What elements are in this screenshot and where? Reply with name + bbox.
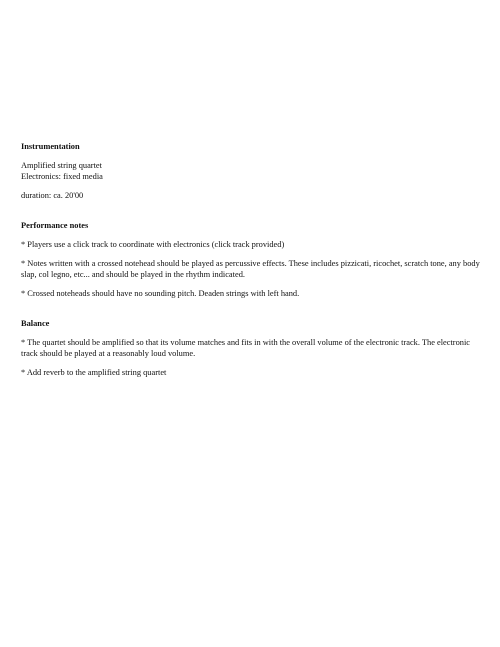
document-content — [21, 141, 487, 378]
performance-notes-heading: Performance notes — [21, 221, 89, 230]
performance-note-3: * Crossed noteheads should have no sounding pitch. Deaden strings with left hand. — [21, 289, 300, 298]
performance-note-1: * Players use a click track to coordinate with electronics (click track provided) — [21, 240, 285, 249]
balance-note-1: * The quartet should be amplified so that its volume matches and fits in with the overall volume of the electronic track. The electronic track should be played at a reasonably loud volume. — [21, 338, 471, 358]
duration-text: duration: ca. 20'00 — [21, 191, 84, 200]
performance-note-2: * Notes written with a crossed notehead should be played as percussive effects. These includes pizzicati, ricochet, scratch tone, any body slap, col legno, etc... and should be played in the rhythm indicated. — [21, 259, 480, 279]
balance-heading: Balance — [21, 319, 50, 328]
instrumentation-line-1: Amplified string quartet — [21, 161, 102, 170]
instrumentation-line-2: Electronics: fixed media — [21, 172, 103, 181]
instrumentation-list — [21, 160, 487, 182]
balance-note-2: * Add reverb to the amplified string quartet — [21, 368, 167, 377]
instrumentation-heading: Instrumentation — [21, 142, 80, 151]
